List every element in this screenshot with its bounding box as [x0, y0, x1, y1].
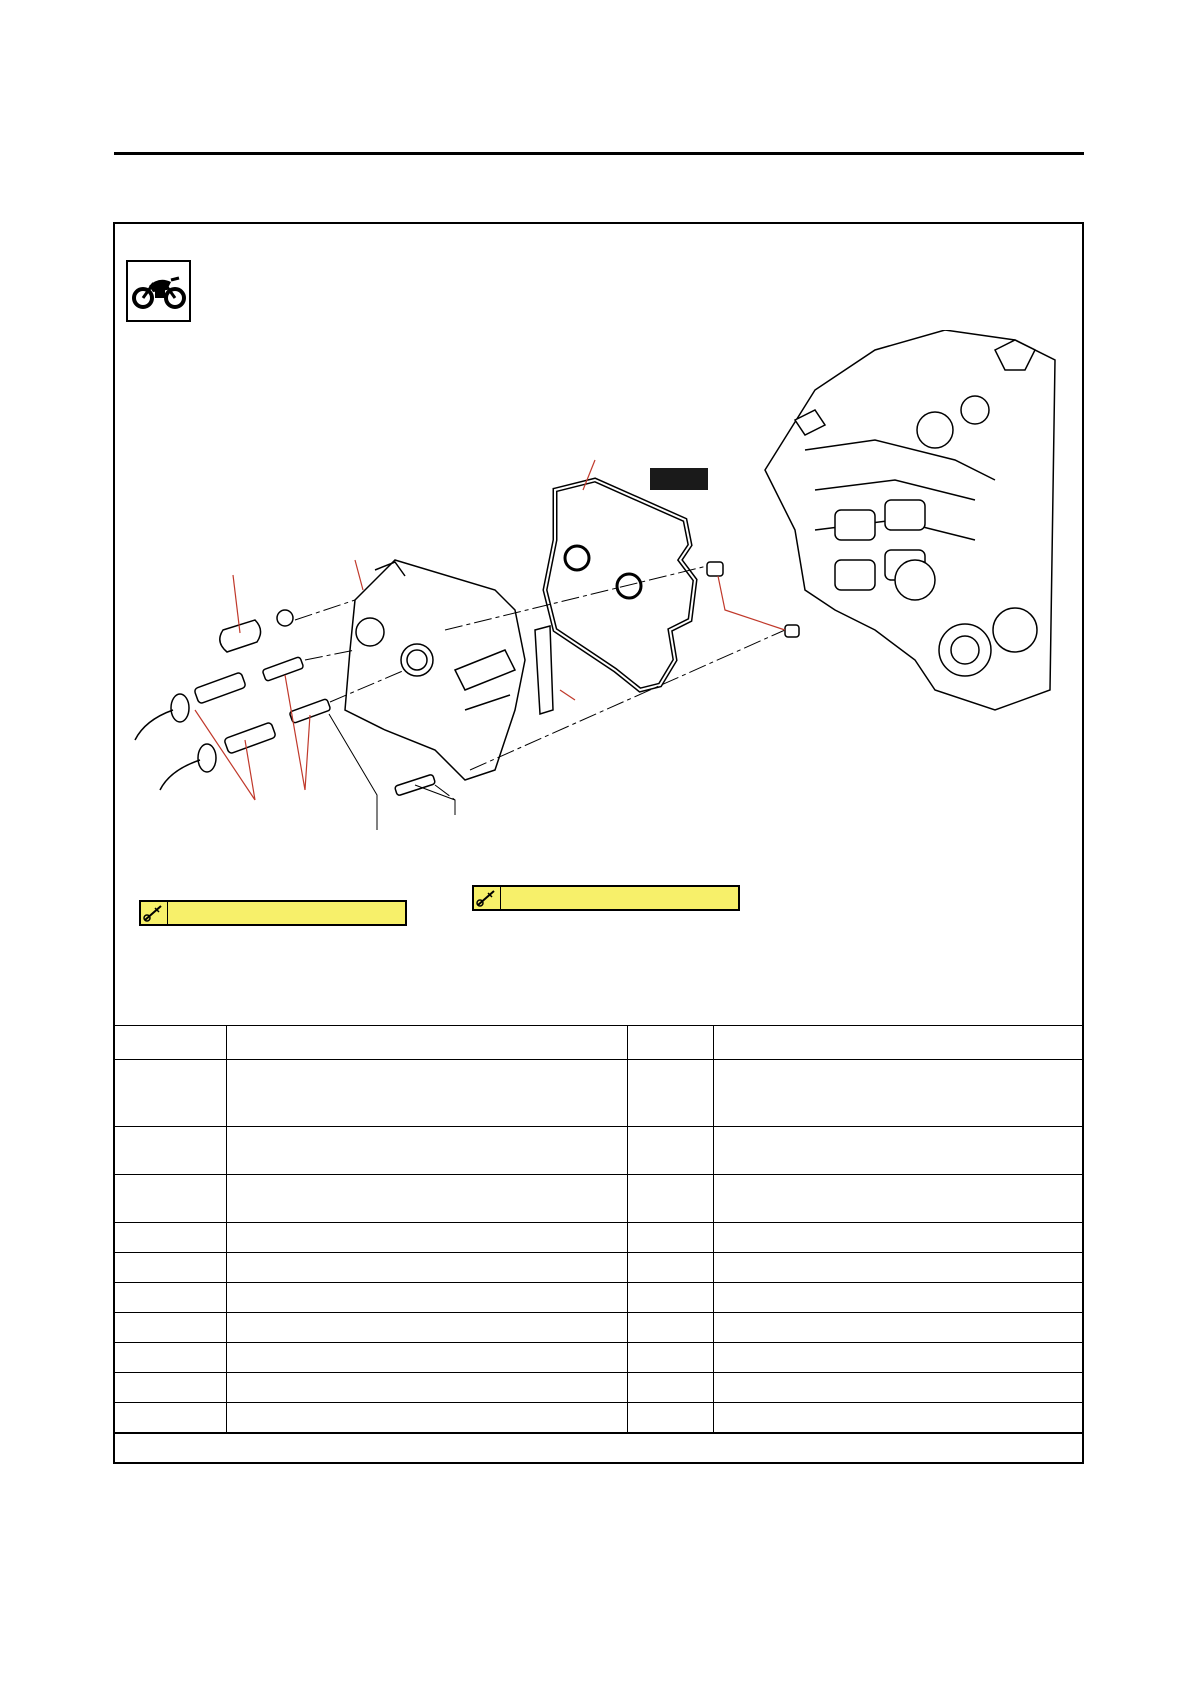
engine-cylinder-head [765, 330, 1055, 710]
table-cell [113, 1313, 226, 1343]
dowel-pin-upper [707, 562, 723, 576]
torque-callout-cover-bolt [472, 885, 740, 911]
dowel-pin-lower [785, 625, 799, 637]
motorcycle-icon [131, 270, 187, 310]
table-cell [713, 1313, 1084, 1343]
table-cell [226, 1223, 627, 1253]
table-cell [713, 1060, 1084, 1127]
table-cell [627, 1175, 713, 1223]
table-cell [226, 1127, 627, 1175]
table-cell [113, 1127, 226, 1175]
hose-clamp [277, 610, 293, 626]
table-cell [627, 1223, 713, 1253]
table-cell [226, 1343, 627, 1373]
breather-hose [220, 620, 261, 652]
spark-plug-cap-1 [135, 672, 246, 740]
timing-chain-guide [535, 626, 553, 714]
table-cell [226, 1253, 627, 1283]
table-cell [713, 1127, 1084, 1175]
table-cell [627, 1026, 713, 1060]
table-cell [226, 1373, 627, 1403]
table-row [113, 1253, 1084, 1283]
table-cell [113, 1403, 226, 1433]
table-cell [226, 1313, 627, 1343]
cylinder-head-cover [345, 560, 525, 780]
table-cell [113, 1283, 226, 1313]
spark-plug-1 [262, 657, 304, 682]
table-row [113, 1223, 1084, 1253]
table-cell [113, 1343, 226, 1373]
table-cell [627, 1343, 713, 1373]
table-cell [113, 1026, 226, 1060]
table-cell [226, 1175, 627, 1223]
table-cell [627, 1373, 713, 1403]
table-cell [713, 1373, 1084, 1403]
cylinder-head-cover-exploded-diagram [115, 330, 1081, 950]
table-cell [713, 1026, 1084, 1060]
table-row [113, 1127, 1084, 1175]
table-cell [713, 1283, 1084, 1313]
torque-callout-spark-plug [139, 900, 407, 926]
table-cell [627, 1127, 713, 1175]
table-cell [713, 1253, 1084, 1283]
table-cell [627, 1253, 713, 1283]
table-cell [226, 1026, 627, 1060]
table-cell [627, 1313, 713, 1343]
table-cell [226, 1060, 627, 1127]
torque-wrench-icon [474, 887, 501, 909]
gasket-plug-seal-1 [565, 546, 589, 570]
torque-wrench-icon [141, 902, 168, 924]
table-cell [113, 1175, 226, 1223]
table-cell [713, 1343, 1084, 1373]
table-cell [113, 1253, 226, 1283]
table-cell [627, 1283, 713, 1313]
table-row [113, 1026, 1084, 1060]
header-rule [114, 152, 1084, 155]
table-cell [113, 1223, 226, 1253]
gasket-plug-seal-2 [617, 574, 641, 598]
table-cell [713, 1403, 1084, 1433]
motorcycle-icon-box [126, 260, 191, 322]
table-row [113, 1313, 1084, 1343]
table-cell [113, 1060, 226, 1127]
table-row [113, 1373, 1084, 1403]
removal-steps-table [113, 1025, 1084, 1434]
table-row [113, 1403, 1084, 1433]
table-cell [627, 1403, 713, 1433]
table-cell [226, 1403, 627, 1433]
table-row [113, 1343, 1084, 1373]
table-cell [713, 1223, 1084, 1253]
table-cell [713, 1175, 1084, 1223]
spark-plug-cap-2 [160, 722, 276, 790]
table-row [113, 1060, 1084, 1127]
table-row [113, 1283, 1084, 1313]
cylinder-head-cover-gasket [545, 480, 695, 690]
table-cell [226, 1283, 627, 1313]
table-cell [627, 1060, 713, 1127]
table-row [113, 1175, 1084, 1223]
table-cell [113, 1373, 226, 1403]
